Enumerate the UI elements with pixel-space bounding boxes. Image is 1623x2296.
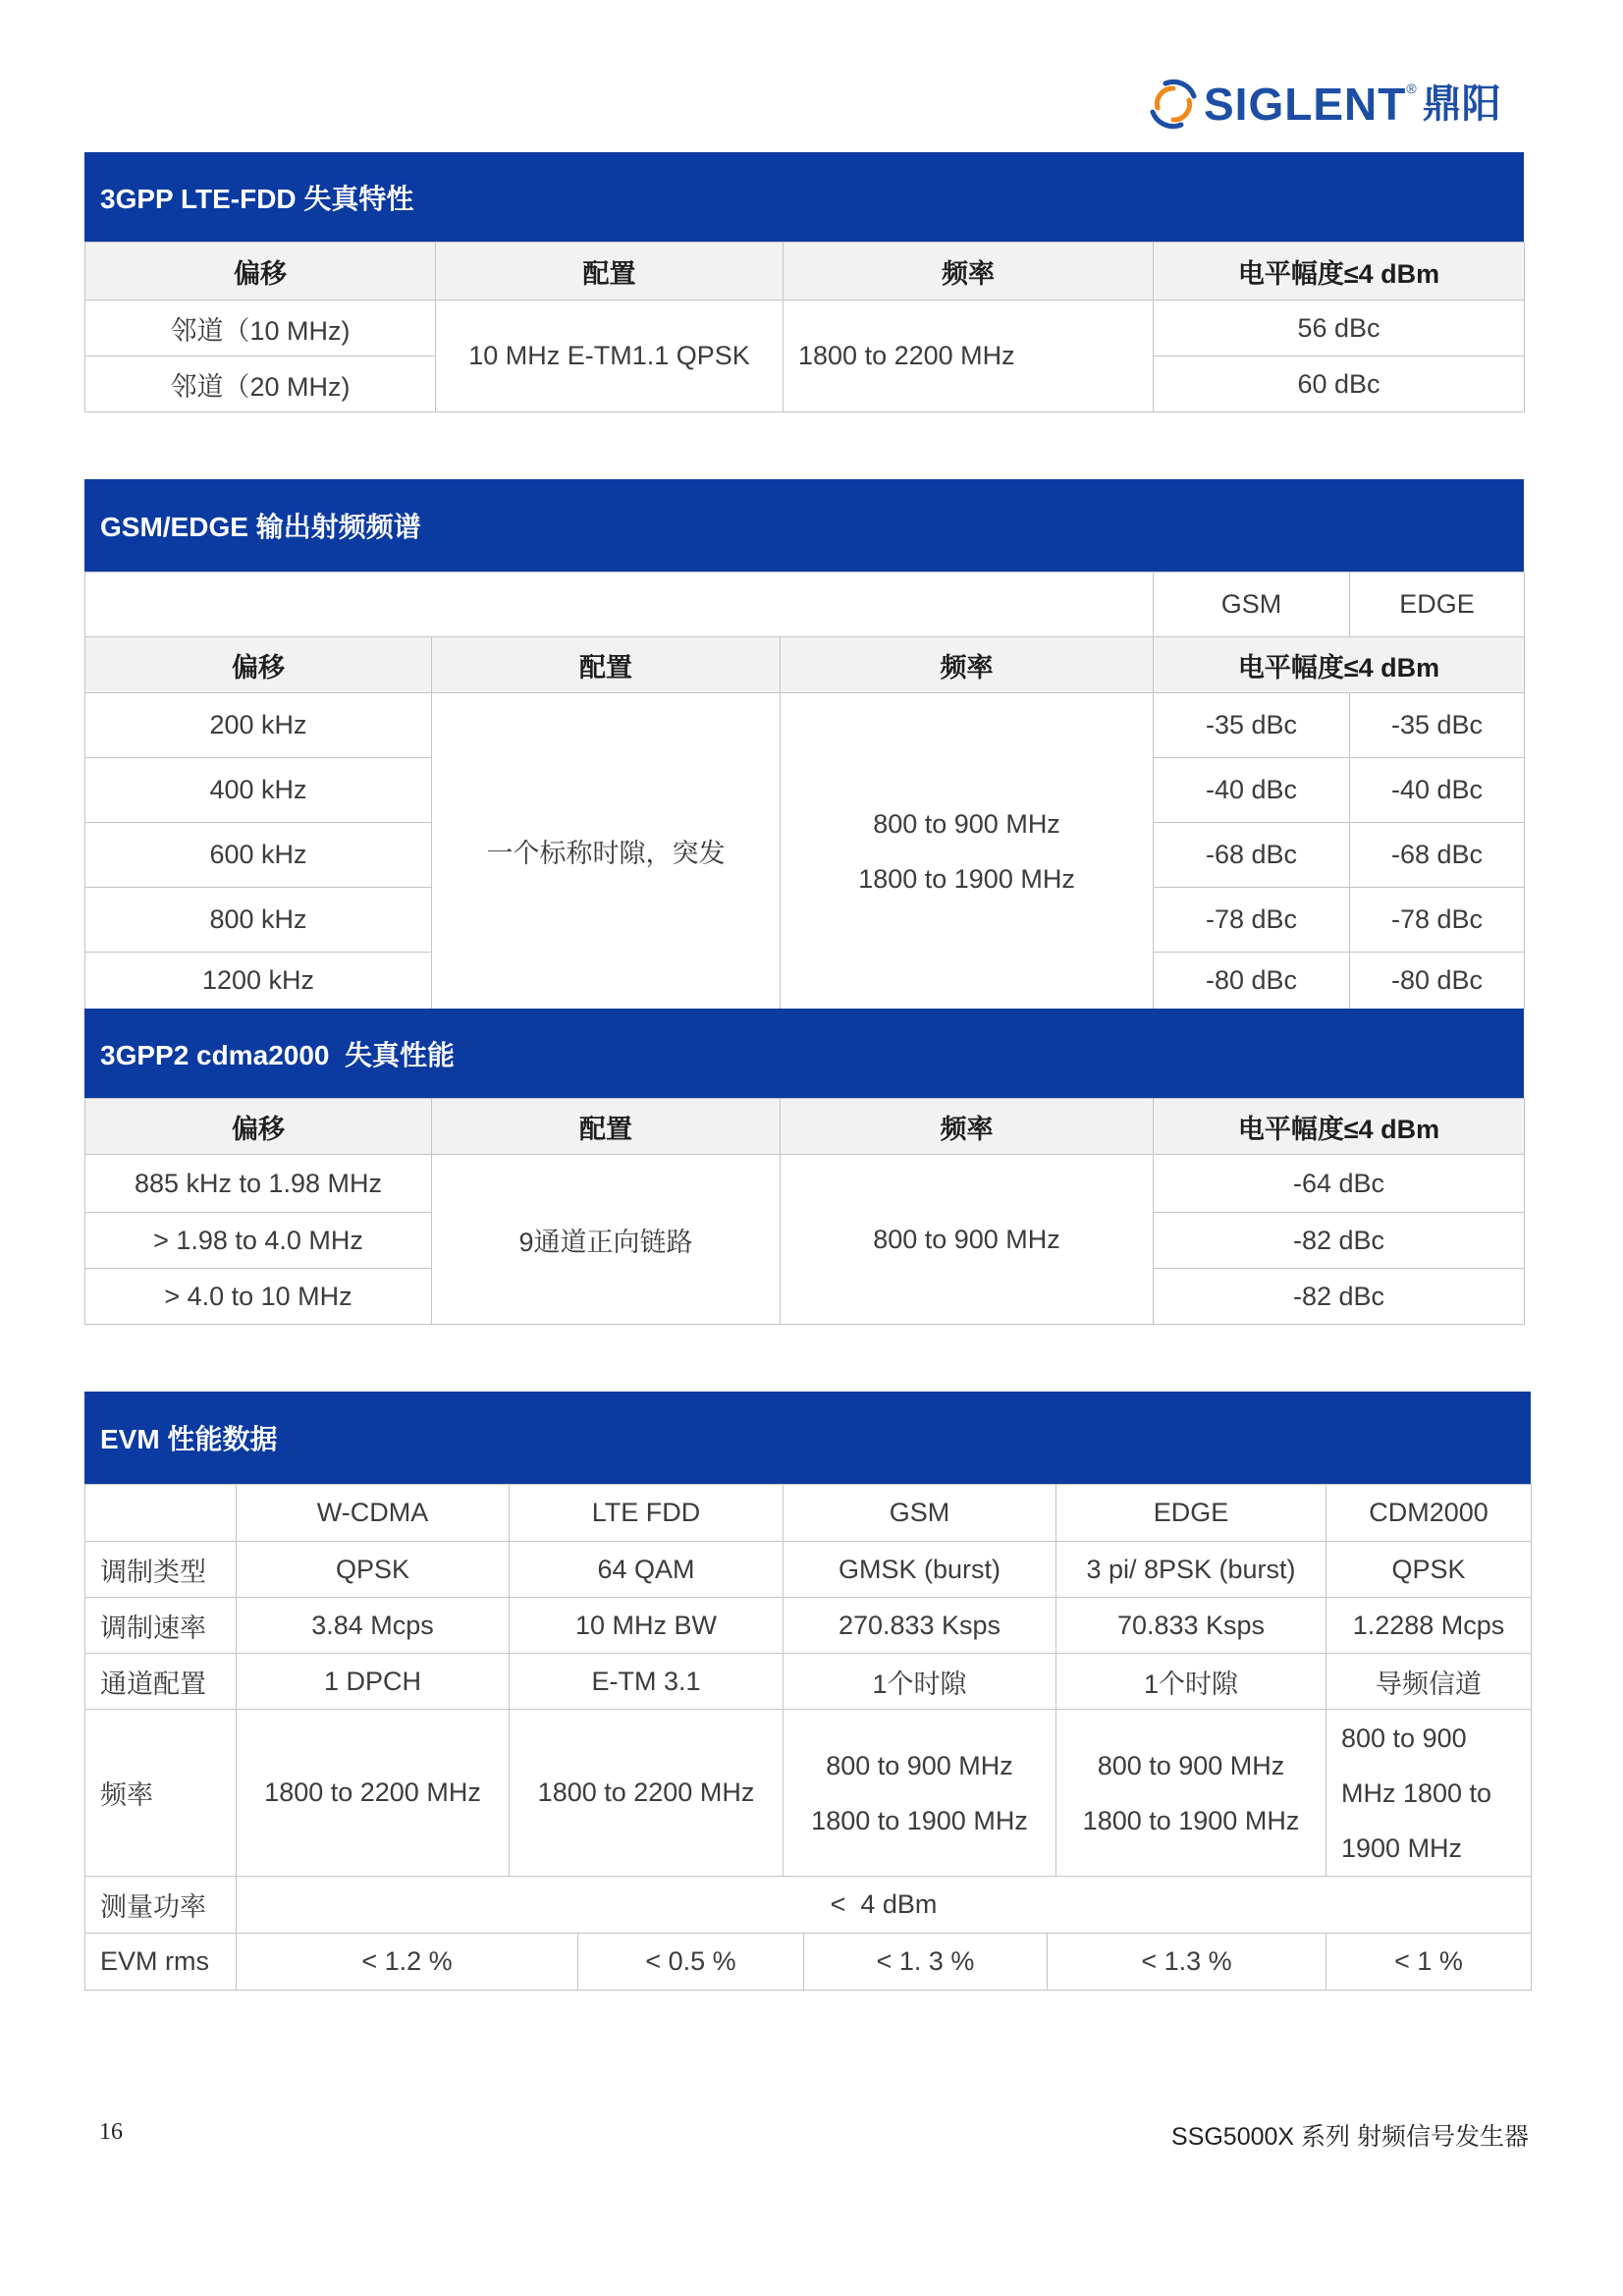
value-cell: 800 to 900 MHz 1800 to 1900 MHz [1326,1710,1532,1877]
cdma2000-table [84,1098,1525,1325]
config-cell: 10 MHz E-TM1.1 QPSK [436,301,784,412]
value-cell: 1个时隙 [1056,1654,1326,1710]
evm-title: EVM 性能数据 [100,1424,278,1454]
logo-brand-text: SIGLENT [1204,79,1407,130]
logo-brand-cn-text: 鼎阳 [1422,82,1501,127]
offset-cell: 400 kHz [85,758,432,823]
gsm-level-cell: -35 dBc [1154,693,1350,758]
gsm-edge-spectrum-table [84,479,1524,1010]
evm-rms-row [85,1934,1532,1990]
gsm-edge-table [84,572,1525,1010]
offset-cell: > 4.0 to 10 MHz [85,1269,432,1325]
level-cell: -64 dBc [1154,1155,1525,1213]
frequency-row [85,1710,1532,1877]
gsm-edge-title: GSM/EDGE 输出射频频谱 [100,512,421,542]
siglent-swirl-icon [1147,78,1200,131]
row-label: 通道配置 [85,1654,237,1710]
offset-cell: 800 kHz [85,888,432,953]
row-label: 测量功率 [85,1877,237,1934]
frequency-cell: 800 to 900 MHz [781,1155,1154,1325]
edge-level-cell: -35 dBc [1350,693,1525,758]
value-cell: 1800 to 2200 MHz [237,1710,510,1877]
blank-cell [85,573,1154,637]
channel-row [85,1654,1532,1710]
gsm-level-cell: -78 dBc [1154,888,1350,953]
gsm-level-cell: -40 dBc [1154,758,1350,823]
evm-performance-table [84,1392,1531,1991]
edge-level-cell: -78 dBc [1350,888,1525,953]
column-header-frequency: 频率 [784,243,1154,301]
value-cell: 70.833 Ksps [1056,1598,1326,1654]
row-label: 调制速率 [85,1598,237,1654]
lte-fdd-title: 3GPP LTE-FDD 失真特性 [100,183,414,214]
cdma2000-distortion-table [84,1009,1524,1325]
level-cell: -82 dBc [1154,1213,1525,1269]
row-label: 调制类型 [85,1542,237,1598]
evm-title-band [84,1392,1531,1484]
value-cell: < 1.2 % [237,1934,578,1990]
lte-fdd-distortion-table [84,152,1524,412]
offset-cell: 885 kHz to 1.98 MHz [85,1155,432,1213]
cdma2000-title: 3GPP2 cdma2000 失真性能 [100,1039,456,1070]
document-title: SSG5000X 系列 射频信号发生器 [1171,2123,1529,2151]
frequency-cell [781,693,1154,1010]
value-cell: E-TM 3.1 [510,1654,784,1710]
table-header-row [85,243,1525,301]
value-cell [1056,1710,1326,1877]
standard-header: GSM [784,1485,1056,1542]
standard-header: EDGE [1056,1485,1326,1542]
table-header-row [85,637,1525,693]
value-cell: 270.833 Ksps [784,1598,1056,1654]
column-header-offset: 偏移 [85,1099,432,1155]
offset-cell: 邻道（20 MHz) [85,356,436,412]
value-cell: < 1. 3 % [804,1934,1048,1990]
offset-cell: 邻道（10 MHz) [85,301,436,356]
table-row [85,1155,1525,1213]
column-header-level: 电平幅度≤4 dBm [1154,243,1525,301]
edge-level-cell: -40 dBc [1350,758,1525,823]
value-cell: 1 DPCH [237,1654,510,1710]
standard-header: LTE FDD [510,1485,784,1542]
standard-header: W-CDMA [237,1485,510,1542]
rate-row [85,1598,1532,1654]
cdma2000-title-band [84,1009,1524,1098]
frequency-line: 1800 to 1900 MHz [1082,1805,1300,1835]
value-cell: 64 QAM [510,1542,784,1598]
evm-rms-table [84,1934,1532,1991]
level-cell: 56 dBc [1154,301,1525,356]
value-cell: 3.84 Mcps [237,1598,510,1654]
frequency-line: 800 to 900 MHz [1097,1750,1285,1780]
level-cell: -82 dBc [1154,1269,1525,1325]
row-label: EVM rms [85,1934,237,1990]
value-cell: < 1.3 % [1048,1934,1326,1990]
power-row [85,1877,1532,1934]
value-cell: 3 pi/ 8PSK (burst) [1056,1542,1326,1598]
edge-level-cell: -68 dBc [1350,823,1525,888]
value-cell: < 1 % [1326,1934,1532,1990]
sub-header-row [85,573,1525,637]
siglent-logo [1147,77,1501,132]
offset-cell: 600 kHz [85,823,432,888]
config-cell: 一个标称时隙，突发 [432,693,781,1010]
value-cell: QPSK [237,1542,510,1598]
power-value-cell: < 4 dBm [237,1877,1532,1934]
page-number: 16 [99,2119,123,2145]
frequency-line: 1800 to 1900 MHz [858,863,1075,894]
frequency-line: 800 to 900 MHz [826,1750,1013,1780]
level-cell: 60 dBc [1154,356,1525,412]
lte-fdd-title-band [84,152,1524,242]
column-header-offset: 偏移 [85,243,436,301]
value-cell: 1800 to 2200 MHz [510,1710,784,1877]
standards-header-row [85,1485,1532,1542]
standard-header: CDM2000 [1326,1485,1532,1542]
value-cell: 导频信道 [1326,1654,1532,1710]
table-row [85,301,1525,356]
evm-table [84,1484,1532,1934]
frequency-line: 1800 to 1900 MHz [811,1805,1028,1835]
blank-cell [85,1485,237,1542]
modulation-row [85,1542,1532,1598]
column-header-offset: 偏移 [85,637,432,693]
edge-level-cell: -80 dBc [1350,953,1525,1010]
value-cell: GMSK (burst) [784,1542,1056,1598]
gsm-level-cell: -68 dBc [1154,823,1350,888]
logo-registered-mark: ® [1406,81,1417,96]
frequency-cell: 1800 to 2200 MHz [784,301,1154,412]
value-cell: < 0.5 % [578,1934,804,1990]
offset-cell: 1200 kHz [85,953,432,1010]
gsm-level-cell: -80 dBc [1154,953,1350,1010]
offset-cell: 200 kHz [85,693,432,758]
column-header-config: 配置 [436,243,784,301]
value-cell: QPSK [1326,1542,1532,1598]
lte-fdd-table [84,242,1525,412]
config-cell: 9通道正向链路 [432,1155,781,1325]
column-header-level: 电平幅度≤4 dBm [1154,1099,1525,1155]
column-header-frequency: 频率 [781,1099,1154,1155]
sub-header-edge: EDGE [1350,573,1525,637]
column-header-level: 电平幅度≤4 dBm [1154,637,1525,693]
gsm-edge-title-band [84,479,1524,572]
column-header-frequency: 频率 [781,637,1154,693]
table-header-row [85,1099,1525,1155]
value-cell: 10 MHz BW [510,1598,784,1654]
table-row [85,693,1525,758]
value-cell: 1个时隙 [784,1654,1056,1710]
value-cell [784,1710,1056,1877]
value-cell: 1.2288 Mcps [1326,1598,1532,1654]
row-label: 频率 [85,1710,237,1877]
frequency-line: 800 to 900 MHz [873,808,1060,839]
column-header-config: 配置 [432,1099,781,1155]
sub-header-gsm: GSM [1154,573,1350,637]
column-header-config: 配置 [432,637,781,693]
offset-cell: > 1.98 to 4.0 MHz [85,1213,432,1269]
